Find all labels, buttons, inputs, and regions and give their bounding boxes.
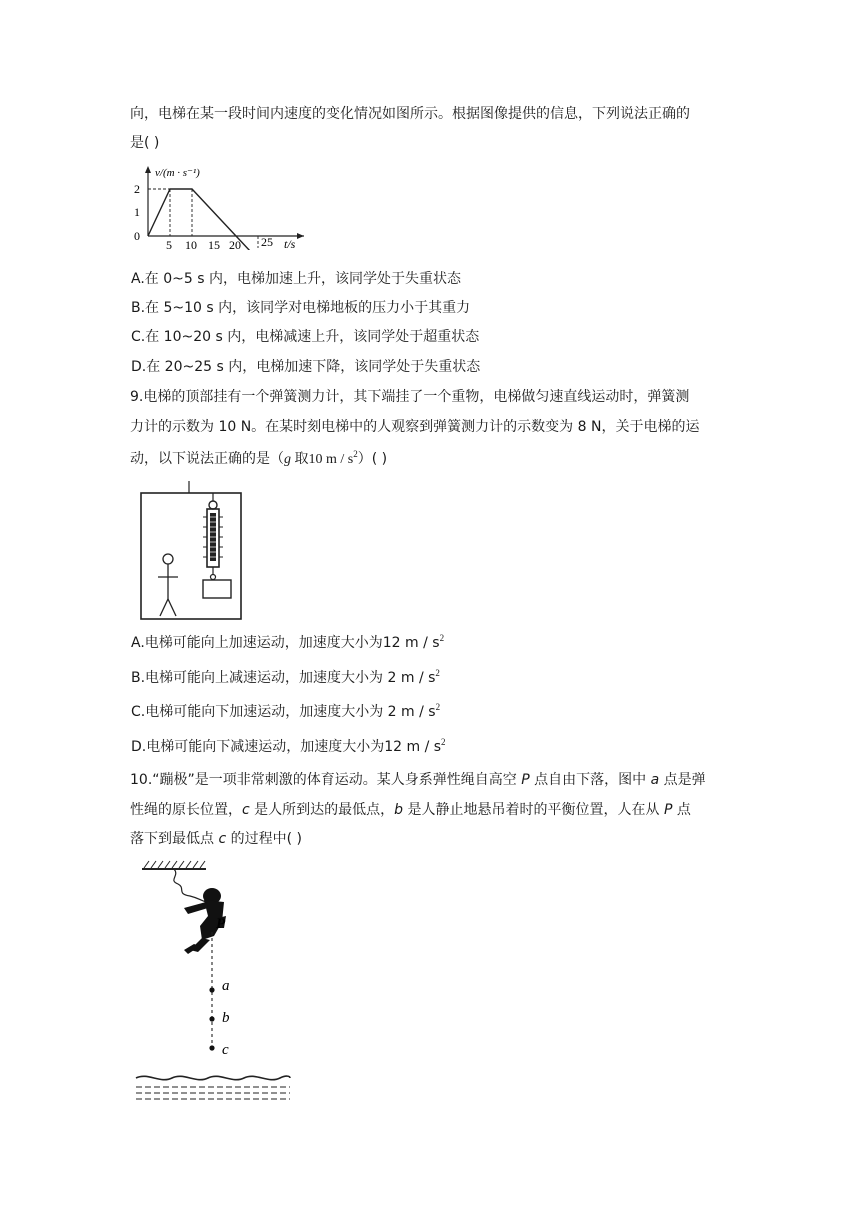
y-axis-label: v/(m · s⁻¹) xyxy=(155,167,200,179)
point-a xyxy=(209,987,214,992)
point-c xyxy=(209,1045,214,1050)
water-body xyxy=(136,1087,290,1099)
q8-option-b: B.在 5~10 s 内，该同学对电梯地板的压力小于其重力 xyxy=(131,300,471,316)
elevator-cabin xyxy=(141,493,241,619)
velocity-line xyxy=(148,189,258,250)
elastic-cord xyxy=(174,869,206,902)
q9-option-a: A.电梯可能向上加速运动，加速度大小为12 m / $s^2$ xyxy=(131,633,445,651)
x-axis-arrow xyxy=(297,233,304,239)
x-axis-label: t/s xyxy=(284,237,296,250)
q8-stem-line-1: 向，电梯在某一段时间内速度的变化情况如图所示。根据图像提供的信息，下列说法正确的 xyxy=(130,106,690,122)
y-tick-2: 2 xyxy=(134,182,140,196)
velocity-time-graph xyxy=(128,162,318,250)
elevator-spring-scale-figure xyxy=(140,481,245,621)
water-surface xyxy=(136,1076,290,1080)
label-c: c xyxy=(222,1042,229,1058)
x-tick-5: 5 xyxy=(166,238,172,250)
bungee-jump-figure xyxy=(128,856,298,1111)
x-tick-20: 20 xyxy=(229,238,241,250)
q9-stem-line-3: 动，以下说法正确的是（g 取10 m / $s^2$）( ) xyxy=(130,449,388,467)
q9-stem-line-1: 9.电梯的顶部挂有一个弹簧测力计，其下端挂了一个重物，电梯做匀速直线运动时，弹簧测 xyxy=(130,389,690,405)
q8-option-d: D.在 20~25 s 内，电梯加速下降，该同学处于失重状态 xyxy=(131,359,481,375)
q9-stem-line-2: 力计的示数为 10 N。在某时刻电梯中的人观察到弹簧测力计的示数变为 8 N，关于电梯的运 xyxy=(130,419,700,435)
q10-stem-line-1: 10.“蹦极”是一项非常刺激的体育运动。某人身系弹性绳自高空 P 点自由下落，图中 a 点是弹 xyxy=(130,772,706,788)
weight-block xyxy=(203,580,231,598)
q10-stem-line-3: 落下到最低点 c 的过程中( ) xyxy=(130,831,302,847)
q8-stem-line-2: 是( ) xyxy=(130,135,160,151)
x-tick-25: 25 xyxy=(261,235,273,249)
q8-option-c: C.在 10~20 s 内，电梯减速上升，该同学处于超重状态 xyxy=(131,329,480,345)
scale-ring xyxy=(209,501,217,509)
person-figure xyxy=(158,554,178,616)
q8-option-a: A.在 0~5 s 内，电梯加速上升，该同学处于失重状态 xyxy=(131,271,461,287)
y-axis-arrow xyxy=(145,166,151,173)
label-P: P xyxy=(216,916,226,932)
x-tick-15: 15 xyxy=(208,238,220,250)
q9-option-d: D.电梯可能向下减速运动，加速度大小为12 m / $s^2$ xyxy=(131,737,446,755)
q10-stem-line-2: 性绳的原长位置，c 是人所到达的最低点，b 是人静止地悬吊着时的平衡位置，人在从 P 点 xyxy=(130,802,691,818)
q9-option-c: C.电梯可能向下加速运动，加速度大小为 2 m / $s^2$ xyxy=(131,702,441,720)
y-tick-1: 1 xyxy=(134,205,140,219)
q9-option-b: B.电梯可能向上减速运动，加速度大小为 2 m / $s^2$ xyxy=(131,668,440,686)
point-b xyxy=(209,1016,214,1021)
label-b: b xyxy=(222,1010,230,1026)
y-tick-0: 0 xyxy=(134,229,140,243)
x-tick-10: 10 xyxy=(185,238,197,250)
label-a: a xyxy=(222,978,230,994)
